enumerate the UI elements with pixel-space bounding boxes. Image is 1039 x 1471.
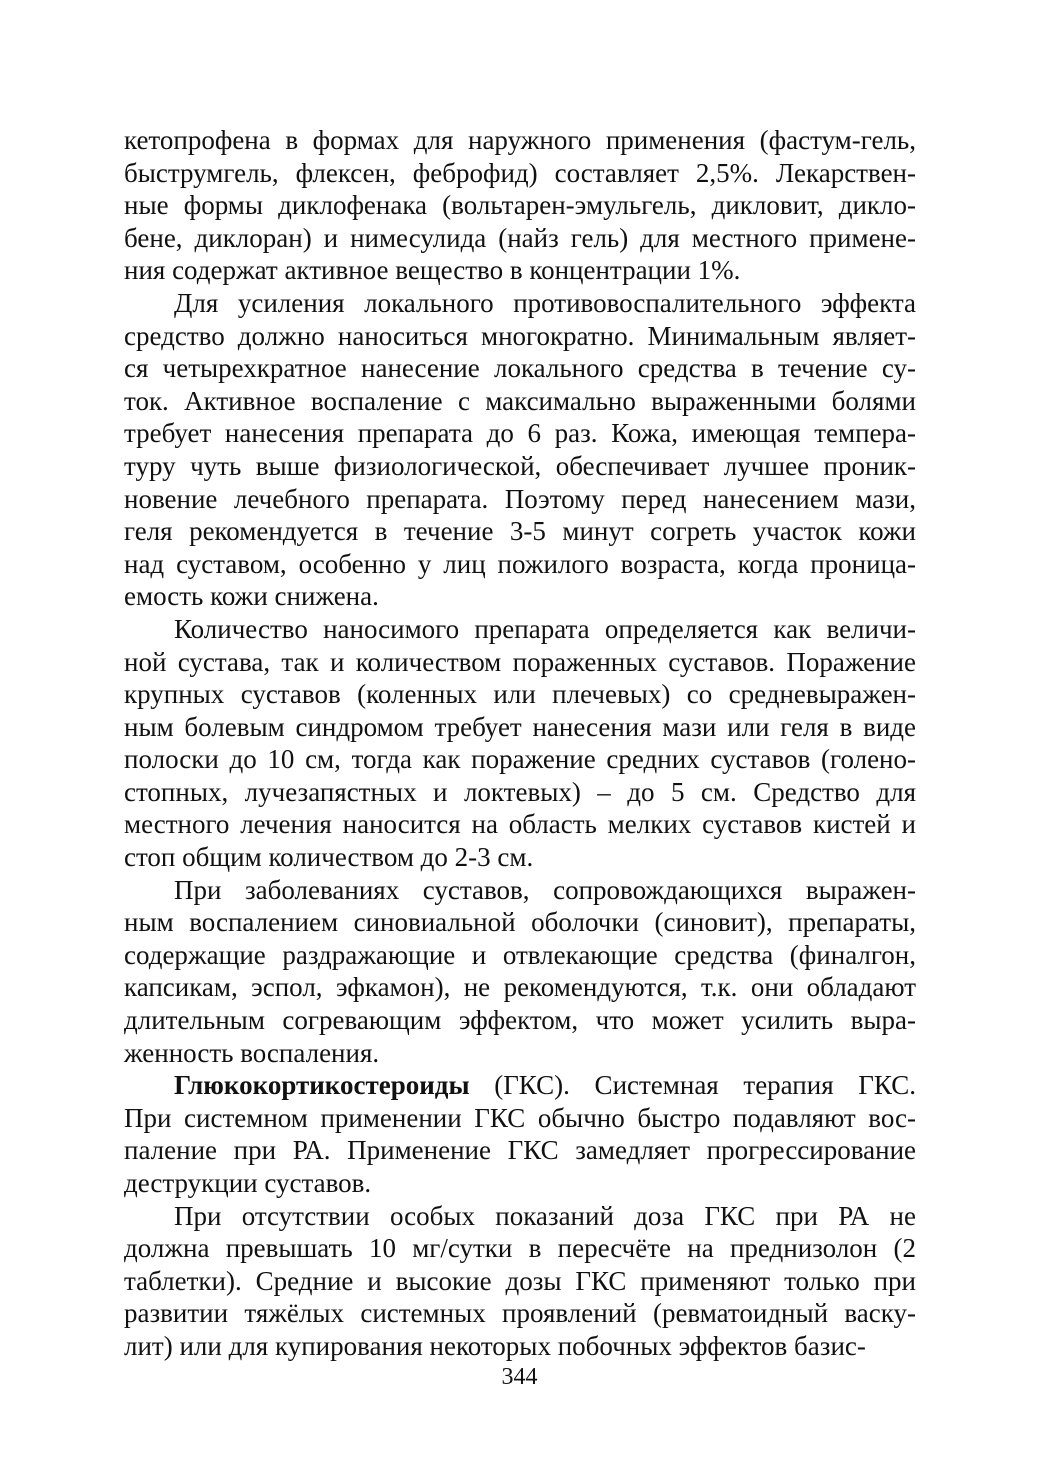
text-line: местного лечения наносится на область мелких суставов кистей и bbox=[124, 809, 916, 840]
paragraph bbox=[124, 1069, 916, 1199]
text-line: ток. Активное воспаление с максимально выраженными болями bbox=[124, 385, 916, 416]
text-line: ся четырехкратное нанесение локального средства в течение су- bbox=[124, 353, 916, 384]
paragraph bbox=[124, 124, 916, 287]
text-line: содержащие раздражающие и отвлекающие средства (финалгон, bbox=[124, 939, 916, 970]
text-line: емость кожи снижена. bbox=[124, 581, 379, 612]
text-line: полоски до 10 см, тогда как поражение средних суставов (голено- bbox=[124, 744, 916, 775]
text-line: При заболеваниях суставов, сопровождающихся выражен- bbox=[174, 874, 916, 905]
text-line: бене, диклоран) и нимесулида (найз гель) для местного примене- bbox=[124, 222, 916, 253]
bold-term: Глюкокортикостероиды bbox=[174, 1070, 470, 1101]
text-line: стоп общим количеством до 2-3 см. bbox=[124, 842, 534, 873]
text-line: стопных, лучезапястных и локтевых) – до 5 см. Средство для bbox=[124, 776, 916, 807]
paragraph bbox=[124, 874, 916, 1070]
text-line: При отсутствии особых показаний доза ГКС при РА не bbox=[174, 1200, 916, 1231]
text-line: лит) или для купирования некоторых побочных эффектов базис- bbox=[124, 1330, 866, 1361]
text-line: над суставом, особенно у лиц пожилого возраста, когда проница- bbox=[124, 548, 916, 579]
text-line: деструкции суставов. bbox=[124, 1168, 372, 1198]
text-line: средство должно наноситься многократно. Минимальным являет- bbox=[124, 320, 916, 351]
text-line: быструмгель, флексен, феброфид) составляет 2,5%. Лекарствен- bbox=[124, 157, 916, 188]
text-line: геля рекомендуется в течение 3-5 минут согреть участок кожи bbox=[124, 516, 916, 547]
page-number: 344 bbox=[501, 1364, 538, 1390]
text-line: При системном применении ГКС обычно быстро подавляют вос- bbox=[124, 1102, 916, 1133]
paragraph bbox=[124, 287, 916, 613]
text-line bbox=[124, 1069, 916, 1102]
text-line: крупных суставов (коленных или плечевых) со средневыражен- bbox=[124, 679, 916, 710]
text-line: ные формы диклофенака (вольтарен-эмульгель, дикловит, дикло- bbox=[124, 190, 916, 221]
text-line: должна превышать 10 мг/сутки в пересчёте на преднизолон (2 bbox=[124, 1233, 916, 1264]
paragraph bbox=[124, 613, 916, 874]
text-line: кетопрофена в формах для наружного применения (фастум-гель, bbox=[124, 125, 916, 155]
text-line: Количество наносимого препарата определяется как величи- bbox=[174, 613, 916, 644]
paragraph bbox=[124, 1200, 916, 1363]
text-line: Для усиления локального противовоспалительного эффекта bbox=[174, 287, 916, 318]
text-line: туру чуть выше физиологической, обеспечивает лучшее проник- bbox=[124, 450, 916, 481]
text-line: паление при РА. Применение ГКС замедляет прогрессирование bbox=[124, 1135, 916, 1166]
text-line: развитии тяжёлых системных проявлений (ревматоидный васку- bbox=[124, 1298, 916, 1329]
body-text bbox=[124, 124, 916, 1363]
text-line: ным воспалением синовиальной оболочки (синовит), препараты, bbox=[124, 907, 916, 938]
text-line: капсикам, эспол, эфкамон), не рекомендуются, т.к. они обладают bbox=[124, 972, 916, 1003]
text-line: требует нанесения препарата до 6 раз. Кожа, имеющая темпера- bbox=[124, 418, 916, 449]
text-line: ния содержат активное вещество в концентрации 1%. bbox=[124, 255, 741, 286]
text-line: длительным согревающим эффектом, что может усилить выра- bbox=[124, 1005, 916, 1036]
text-line: ным болевым синдромом требует нанесения мази или геля в виде bbox=[124, 711, 916, 742]
text-line: новение лечебного препарата. Поэтому перед нанесением мази, bbox=[124, 483, 916, 514]
text-line: женность воспаления. bbox=[124, 1037, 380, 1068]
text-line: таблетки). Средние и высокие дозы ГКС применяют только при bbox=[124, 1265, 916, 1296]
line-text: (ГКС). Системная терапия ГКС. bbox=[469, 1070, 916, 1101]
text-line: ной сустава, так и количеством пораженных суставов. Поражение bbox=[124, 646, 916, 677]
